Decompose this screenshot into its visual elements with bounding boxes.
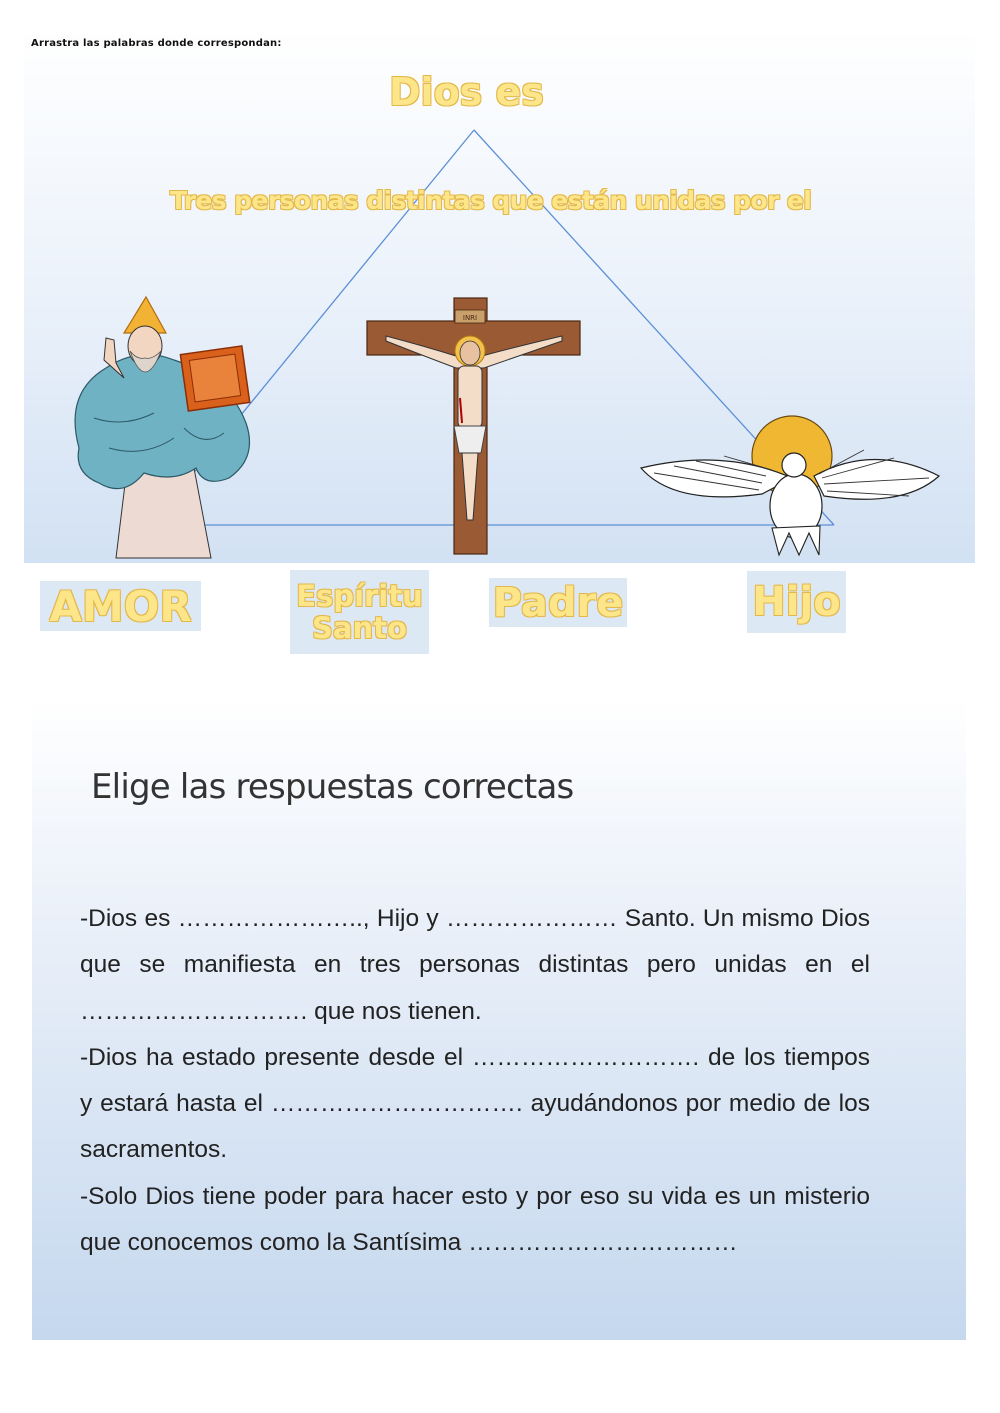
answer-blank-3[interactable]: ………………………. [80,997,308,1025]
word-tile-hijo[interactable]: Hijo [747,571,846,633]
word-tile-amor[interactable]: AMOR [40,581,201,631]
inri-sign: INRI [462,314,478,322]
exercise-paragraph-3 [80,1174,870,1267]
text-segment: que nos tienen. [314,997,482,1025]
text-segment: de los tiempos y estará hasta el [80,1043,870,1118]
exercise-paragraph-1 [80,896,870,1035]
exercise-text [80,896,870,1266]
text-segment: -Solo Dios tiene poder para hacer esto y por eso su vida es un misterio que conocemos como la Santísima [80,1182,870,1257]
word-tile-espiritu-santo[interactable] [290,570,429,654]
text-segment: Santo. Un mismo Dios que se manifiesta en tres personas distintas pero unidas en el [80,905,871,979]
heading-dios-es: Dios es [389,70,544,114]
text-segment: , Hijo y [362,905,439,932]
trinity-panel [24,28,975,563]
exercise-panel [32,697,966,1340]
subheading-three-persons: Tres personas distintas que están unidas por el [170,186,812,215]
holy-spirit-dove-figure [641,416,939,555]
word-tile-espiritu-line2: Santo [312,611,407,645]
answer-blank-1[interactable]: ………………….. [177,905,363,932]
text-segment: -Dios ha estado presente desde el [80,1043,464,1071]
answer-blank-5[interactable]: …………………………. [270,1090,523,1118]
answer-blank-4[interactable]: ………………………. [471,1043,700,1071]
text-segment: ayudándonos por medio de los sacramentos. [80,1090,870,1164]
god-the-father-figure [75,297,250,558]
exercise-paragraph-2 [80,1035,870,1174]
word-tile-espiritu-line1: Espíritu [296,578,423,613]
exercise-title: Elige las respuestas correctas [91,767,574,807]
crucifix-figure [367,298,580,554]
text-segment: -Dios es [80,905,171,932]
instruction-text: Arrastra las palabras donde correspondan: [31,38,282,49]
word-tile-padre[interactable]: Padre [489,578,627,627]
answer-blank-6[interactable]: …………………………… [468,1229,738,1257]
answer-blank-2[interactable]: ………………… [445,905,618,932]
